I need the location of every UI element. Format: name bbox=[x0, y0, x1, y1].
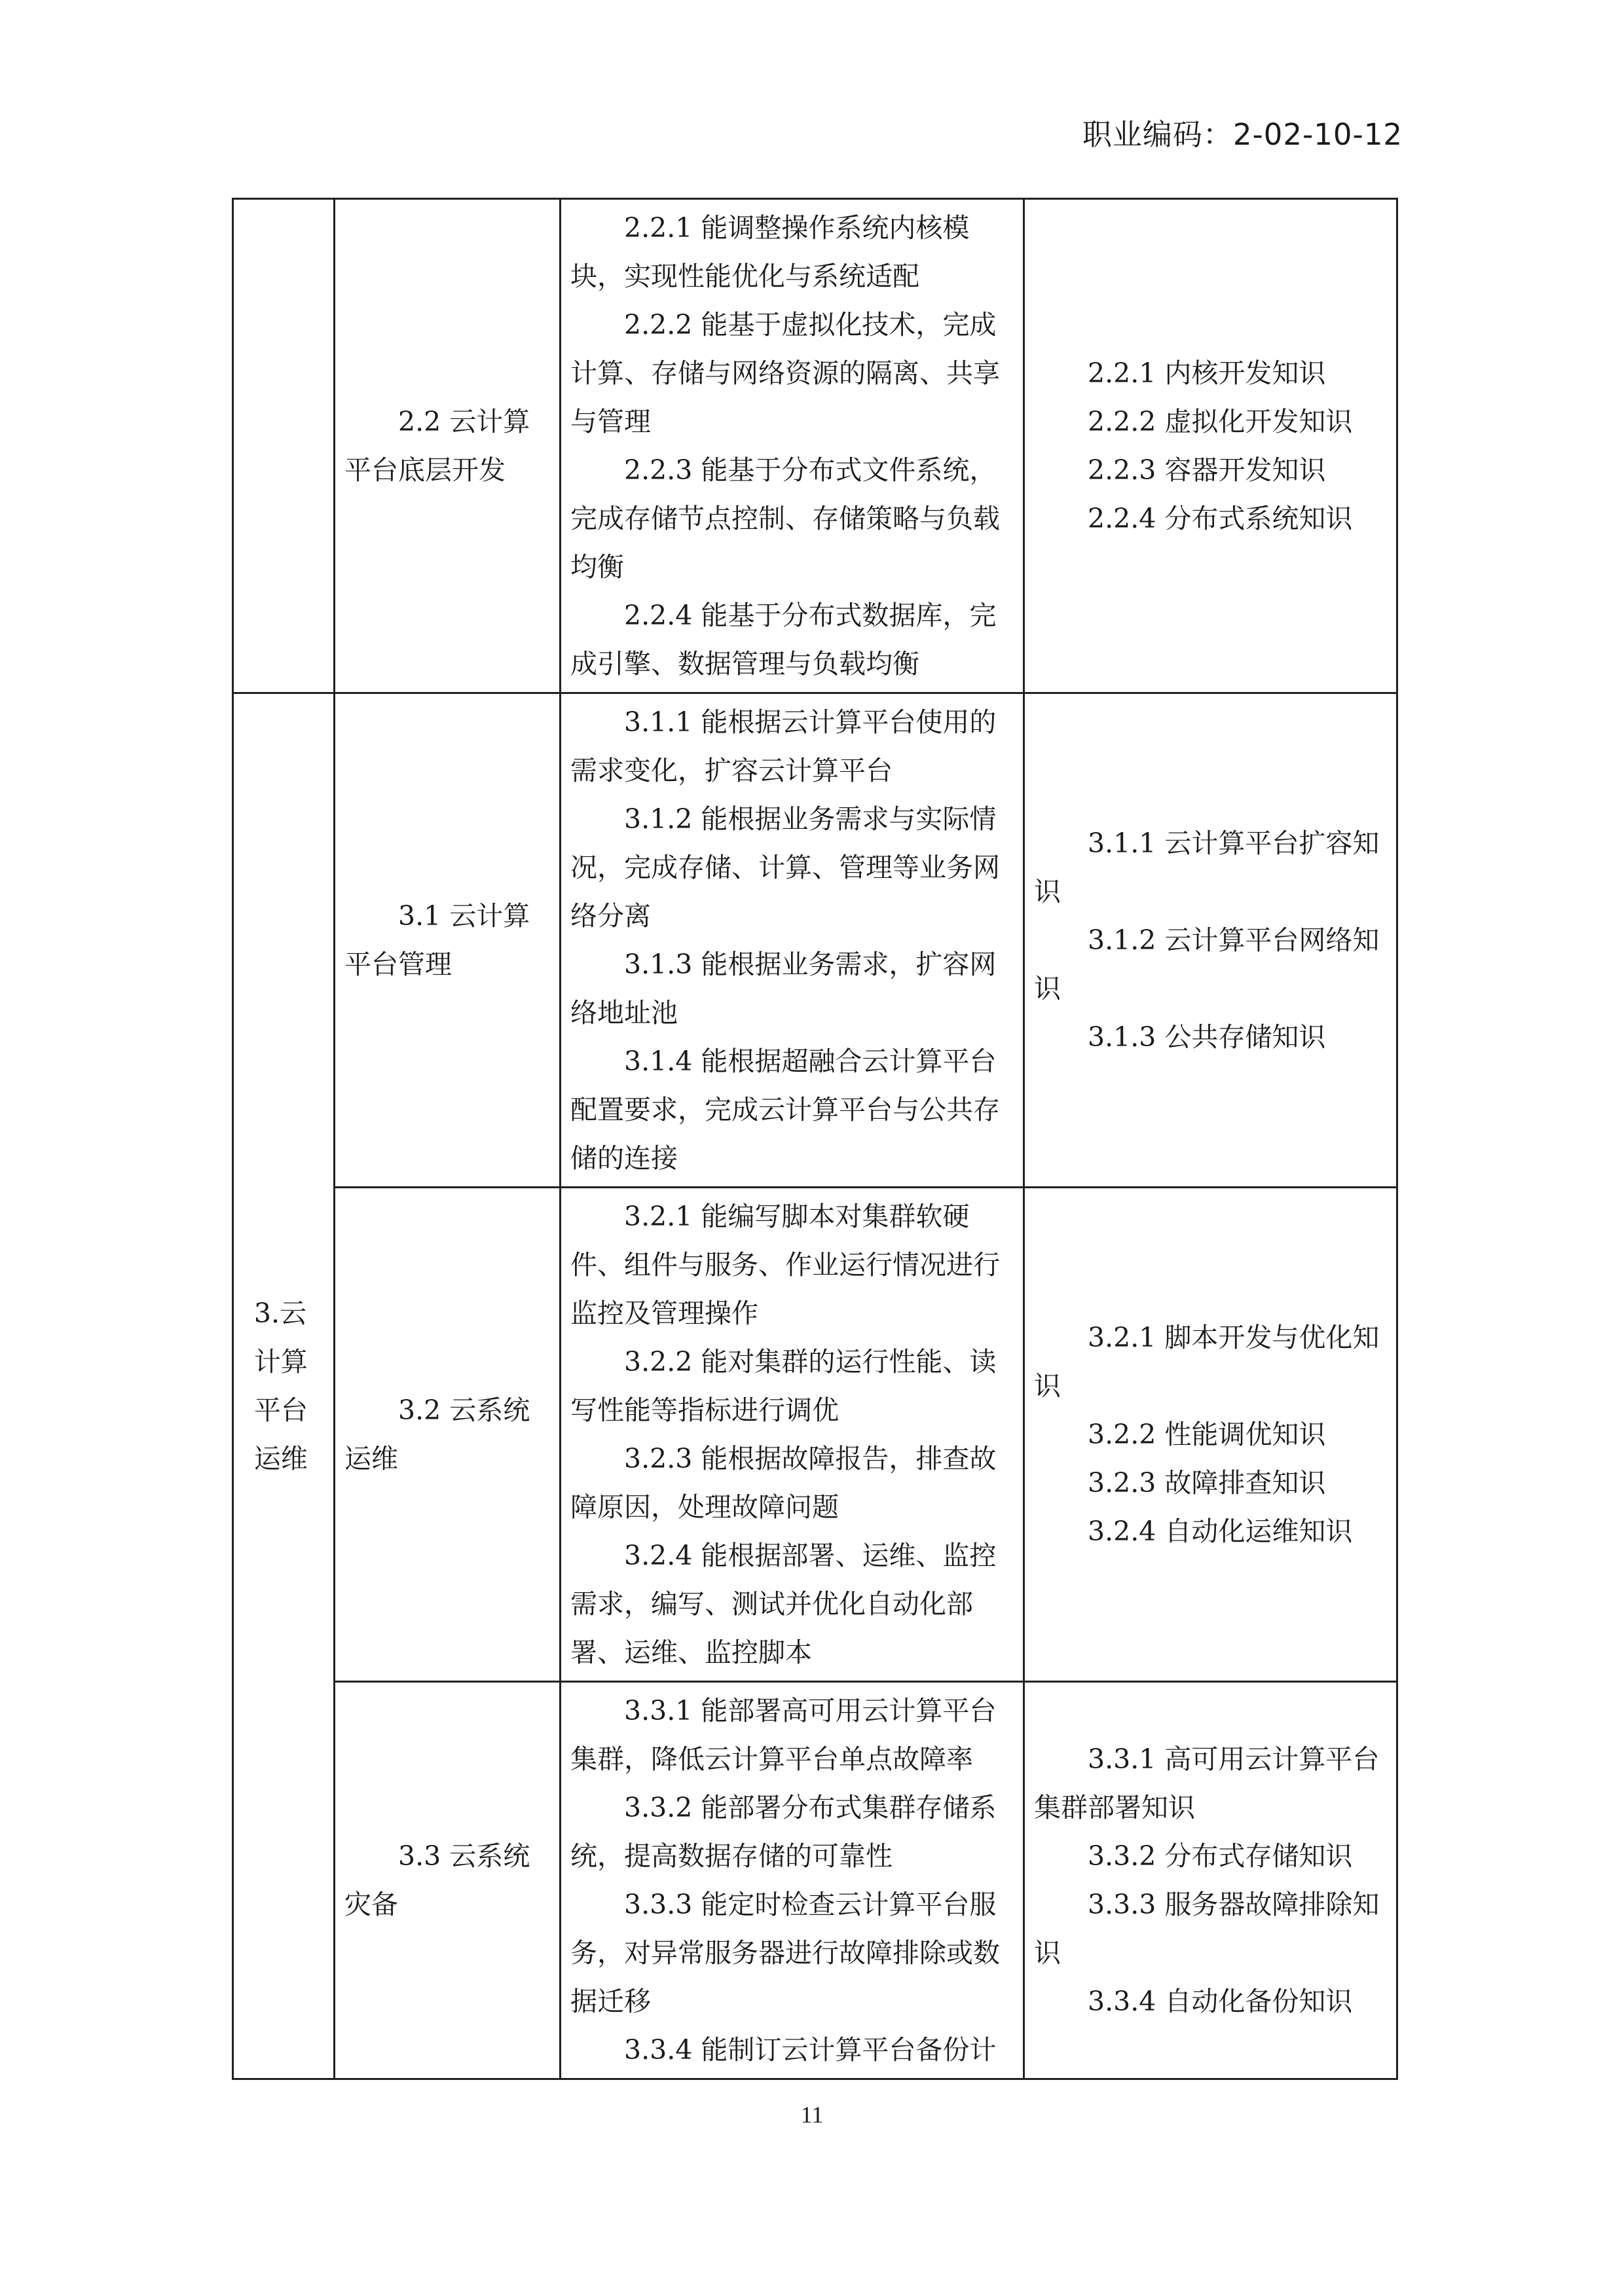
knowledge-item: 2.2.2 虚拟化开发知识 bbox=[1088, 406, 1353, 437]
table-row bbox=[233, 693, 1397, 1188]
module-cell bbox=[335, 1188, 561, 1682]
knowledge-item: 3.2.1 脚本开发与优化知识 bbox=[1034, 1322, 1380, 1402]
knowledge-item: 2.2.4 分布式系统知识 bbox=[1088, 503, 1353, 534]
table-row bbox=[233, 1188, 1397, 1682]
skill-item: 3.2.3 能根据故障报告，排查故障原因，处理故障问题 bbox=[570, 1443, 997, 1523]
knowledge-item: 3.2.4 自动化运维知识 bbox=[1088, 1516, 1353, 1547]
skill-item: 3.1.4 能根据超融合云计算平台配置要求，完成云计算平台与公共存储的连接 bbox=[570, 1046, 1000, 1174]
function-cell bbox=[233, 693, 335, 2079]
skills-cell bbox=[561, 693, 1024, 1188]
knowledge-item: 2.2.1 内核开发知识 bbox=[1088, 357, 1326, 389]
skill-item: 2.2.1 能调整操作系统内核模块，实现性能优化与系统适配 bbox=[570, 212, 970, 292]
knowledge-cell bbox=[1024, 1682, 1397, 2079]
module-cell bbox=[335, 199, 561, 693]
module-name: 3.3 云系统灾备 bbox=[344, 1840, 530, 1920]
module-name: 2.2 云计算平台底层开发 bbox=[344, 406, 530, 486]
skill-item: 3.3.3 能定时检查云计算平台服务，对异常服务器进行故障排除或数据迁移 bbox=[570, 1889, 1000, 2017]
skill-item: 3.1.3 能根据业务需求，扩容网络地址池 bbox=[570, 949, 997, 1029]
module-name: 3.1 云计算平台管理 bbox=[344, 900, 530, 980]
knowledge-cell bbox=[1024, 199, 1397, 693]
skill-item: 3.3.1 能部署高可用云计算平台集群，降低云计算平台单点故障率 bbox=[570, 1695, 997, 1775]
knowledge-item: 3.3.3 服务器故障排除知识 bbox=[1034, 1889, 1380, 1969]
skill-item: 3.2.2 能对集群的运行性能、读写性能等指标进行调优 bbox=[570, 1346, 997, 1426]
page-number: 11 bbox=[800, 2102, 824, 2128]
skill-item: 2.2.3 能基于分布式文件系统，完成存储节点控制、存储策略与负载均衡 bbox=[570, 454, 1000, 583]
knowledge-item: 3.3.2 分布式存储知识 bbox=[1088, 1840, 1353, 1872]
knowledge-cell bbox=[1024, 693, 1397, 1188]
skills-cell bbox=[561, 1682, 1024, 2079]
function-cell bbox=[233, 199, 335, 693]
module-cell bbox=[335, 693, 561, 1188]
skills-cell bbox=[561, 199, 1024, 693]
knowledge-item: 3.1.1 云计算平台扩容知识 bbox=[1034, 828, 1380, 907]
knowledge-item: 3.3.4 自动化备份知识 bbox=[1088, 1986, 1353, 2017]
skill-item: 2.2.4 能基于分布式数据库，完成引擎、数据管理与负载均衡 bbox=[570, 600, 997, 680]
module-cell bbox=[335, 1682, 561, 2079]
skill-item: 3.2.4 能根据部署、运维、监控需求，编写、测试并优化自动化部署、运维、监控脚本 bbox=[570, 1540, 997, 1668]
skills-cell bbox=[561, 1188, 1024, 1682]
occupation-code: 职业编码：2-02-10-12 bbox=[1082, 117, 1403, 152]
skill-item: 3.2.1 能编写脚本对集群软硬件、组件与服务、作业运行情况进行监控及管理操作 bbox=[570, 1201, 1000, 1329]
table-row bbox=[233, 1682, 1397, 2079]
skill-item: 2.2.2 能基于虚拟化技术，完成计算、存储与网络资源的隔离、共享与管理 bbox=[570, 309, 1000, 437]
knowledge-item: 3.1.2 云计算平台网络知识 bbox=[1034, 924, 1380, 1004]
knowledge-item: 3.2.3 故障排查知识 bbox=[1088, 1467, 1326, 1499]
module-name: 3.2 云系统运维 bbox=[344, 1394, 530, 1474]
knowledge-item: 3.3.1 高可用云计算平台集群部署知识 bbox=[1034, 1743, 1380, 1823]
knowledge-cell bbox=[1024, 1188, 1397, 1682]
knowledge-item: 2.2.3 容器开发知识 bbox=[1088, 454, 1326, 486]
knowledge-item: 3.1.3 公共存储知识 bbox=[1088, 1021, 1326, 1053]
skill-item: 3.3.2 能部署分布式集群存储系统，提高数据存储的可靠性 bbox=[570, 1792, 997, 1872]
skill-item: 3.1.1 能根据云计算平台使用的需求变化，扩容云计算平台 bbox=[570, 706, 997, 786]
skill-item: 3.3.4 能制订云计算平台备份计 bbox=[624, 2034, 997, 2066]
table-row bbox=[233, 199, 1397, 693]
function-name: 3.云计算平台运维 bbox=[253, 1298, 308, 1474]
skill-item: 3.1.2 能根据业务需求与实际情况，完成存储、计算、管理等业务网络分离 bbox=[570, 803, 1000, 932]
skill-requirements-table bbox=[232, 198, 1398, 2080]
knowledge-item: 3.2.2 性能调优知识 bbox=[1088, 1419, 1326, 1450]
